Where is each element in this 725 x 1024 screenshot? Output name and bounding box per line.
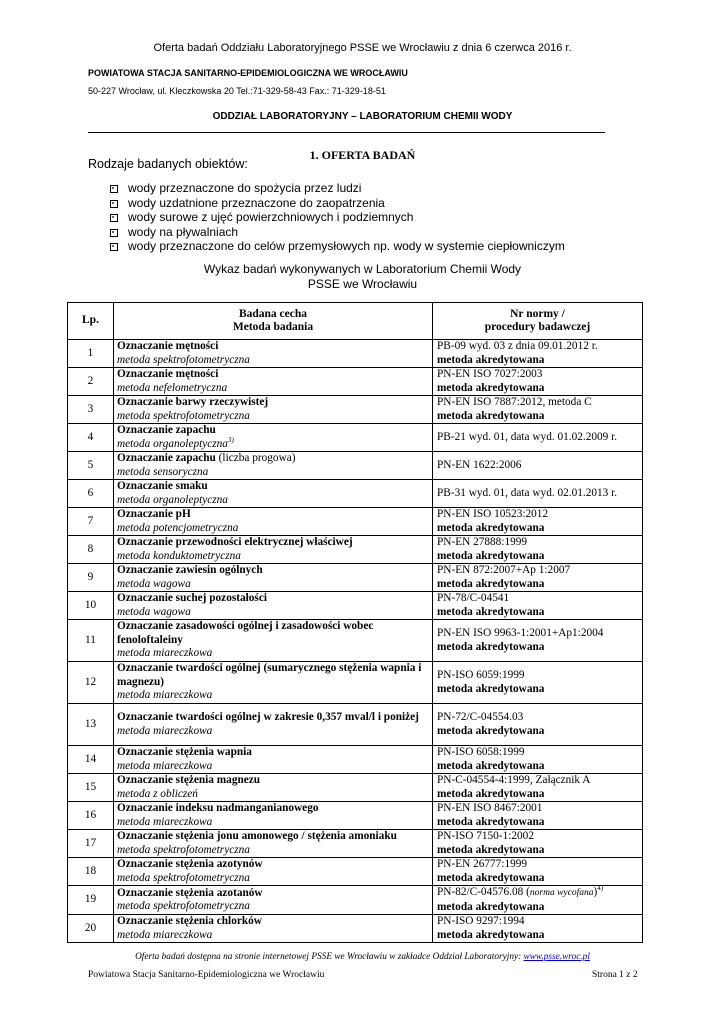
row-number: 9 [68, 564, 114, 592]
norm-text: PN-EN ISO 9963-1:2001+Ap1:2004 [437, 627, 604, 639]
footnote-ref: 4) [597, 884, 604, 893]
row-number: 13 [68, 704, 114, 746]
accreditation-status: metoda akredytowana [437, 381, 545, 394]
norm-cell [433, 802, 643, 830]
norm-cell [433, 858, 643, 886]
table-row [68, 396, 643, 424]
method-text: metoda organoleptyczna [117, 493, 228, 506]
accreditation-status: metoda akredytowana [437, 409, 545, 422]
norm-text: PN-C-04554-4:1999, Załącznik A [437, 774, 591, 786]
test-method [117, 816, 430, 830]
method-text: metoda wagowa [117, 605, 191, 618]
test-feature-cell [114, 774, 433, 802]
table-header-row [68, 303, 643, 340]
list-item [110, 210, 565, 225]
test-method [117, 494, 430, 508]
norm-number [437, 459, 638, 473]
norm-cell [433, 564, 643, 592]
test-feature-cell [114, 340, 433, 368]
method-text: metoda wagowa [117, 577, 191, 590]
checkbox-bullet-icon [110, 243, 118, 251]
table-row [68, 620, 643, 662]
row-number: 4 [68, 424, 114, 452]
method-text: metoda miareczkowa [117, 647, 213, 660]
department-name: ODDZIAŁ LABORATORYJNY – LABORATORIUM CHEMII WODY [212, 111, 513, 122]
test-name: Oznaczanie suchej pozostałości [117, 592, 267, 604]
tests-table-body [68, 340, 643, 943]
method-text: metoda miareczkowa [117, 928, 213, 941]
table-row [68, 592, 643, 620]
test-feature-cell [114, 536, 433, 564]
method-text: metoda miareczkowa [117, 689, 213, 702]
table-row [68, 662, 643, 704]
list-item-text: wody na pływalniach [128, 224, 239, 239]
row-number: 18 [68, 858, 114, 886]
accreditation-status: metoda akredytowana [437, 549, 545, 562]
norm-number [437, 774, 638, 788]
test-name: Oznaczanie barwy rzeczywistej [117, 396, 269, 408]
norm-cell [433, 480, 643, 508]
test-method [117, 647, 430, 661]
norm-text: PN-82/C-04576.08 ( [437, 886, 530, 898]
test-name: Oznaczanie przewodności elektrycznej właściwej [117, 536, 353, 548]
column-header-norm [433, 303, 643, 340]
row-number: 3 [68, 396, 114, 424]
test-method [117, 689, 430, 703]
norm-cell [433, 662, 643, 704]
object-types-heading: Rodzaje badanych obiektów: [88, 157, 248, 171]
table-row [68, 340, 643, 368]
norm-number [437, 627, 638, 641]
list-item [110, 181, 565, 196]
row-number: 11 [68, 620, 114, 662]
test-name: Oznaczanie twardości ogólnej (sumarycznego stężenia wapnia i magnezu) [117, 662, 422, 688]
method-text: metoda potencjometryczna [117, 521, 239, 534]
website-link[interactable]: www.psse.wroc.pl [523, 952, 590, 962]
table-row [68, 704, 643, 746]
test-method [117, 606, 430, 620]
norm-number [437, 746, 638, 760]
test-name: Oznaczanie mętności [117, 368, 219, 380]
norm-text: PN-72/C-04554.03 [437, 711, 524, 723]
test-name: Oznaczanie mętności [117, 340, 219, 352]
norm-number [437, 536, 638, 550]
table-row [68, 915, 643, 943]
test-feature-cell [114, 424, 433, 452]
norm-text: PB-21 wyd. 01, data wyd. 01.02.2009 r. [437, 430, 618, 443]
test-feature-cell [114, 802, 433, 830]
test-method [117, 872, 430, 886]
row-number: 6 [68, 480, 114, 508]
accreditation-status: metoda akredytowana [437, 724, 545, 737]
test-feature-cell [114, 620, 433, 662]
header-text: Badana cecha [238, 307, 308, 320]
norm-cell [433, 396, 643, 424]
norm-text: PN-EN 872:2007+Ap 1:2007 [437, 564, 571, 576]
test-feature-cell [114, 915, 433, 943]
norm-text: PN-EN 26777:1999 [437, 858, 528, 870]
row-number: 8 [68, 536, 114, 564]
norm-number [437, 915, 638, 929]
row-number: 7 [68, 508, 114, 536]
norm-cell [433, 704, 643, 746]
test-name: Oznaczanie indeksu nadmanganianowego [117, 802, 319, 814]
tests-list-heading: Wykaz badań wykonywanych w Laboratorium Chemii Wody [203, 262, 522, 276]
method-text: metoda nefelometryczna [117, 381, 228, 394]
method-text: metoda spektrofotometryczna [117, 409, 250, 422]
table-row [68, 564, 643, 592]
offer-note-text: Oferta badań dostępna na stronie internetowej PSSE we Wrocławiu w zakładce Oddział Laboratoryjny: [135, 952, 524, 962]
norm-number [437, 564, 638, 578]
norm-text: PN-EN ISO 7887:2012, metoda C [437, 396, 592, 408]
checkbox-bullet-icon [110, 214, 118, 222]
method-text: metoda spektrofotometryczna [117, 843, 250, 856]
tests-list-subheading: PSSE we Wrocławiu [307, 277, 418, 291]
test-method [117, 435, 430, 452]
test-method [117, 760, 430, 774]
norm-number [437, 669, 638, 683]
test-feature-cell [114, 858, 433, 886]
test-name-extra: (liczba progowa) [215, 452, 296, 464]
norm-cell [433, 620, 643, 662]
list-item-text: wody uzdatnione przeznaczone do zaopatrzenia [128, 195, 385, 210]
norm-number [437, 886, 638, 901]
norm-text: PN-ISO 9297:1994 [437, 915, 525, 927]
norm-text: PN-EN ISO 10523:2012 [437, 508, 549, 520]
header-text: Metoda badania [232, 321, 314, 333]
accreditation-status: metoda akredytowana [437, 577, 545, 590]
table-row [68, 508, 643, 536]
method-text: metoda miareczkowa [117, 815, 213, 828]
norm-cell [433, 452, 643, 480]
table-row [68, 858, 643, 886]
row-number: 5 [68, 452, 114, 480]
table-row [68, 536, 643, 564]
offer-availability-note [0, 952, 725, 962]
accreditation-status: metoda akredytowana [437, 815, 545, 828]
test-method [117, 725, 430, 739]
test-feature-cell [114, 396, 433, 424]
test-feature-cell [114, 368, 433, 396]
test-feature-cell [114, 704, 433, 746]
test-feature-cell [114, 886, 433, 915]
test-name: Oznaczanie smaku [117, 480, 208, 492]
test-method [117, 410, 430, 424]
test-feature-cell [114, 508, 433, 536]
test-method [117, 550, 430, 564]
norm-text: PN-78/C-04541 [437, 592, 510, 604]
test-method [117, 900, 430, 914]
norm-text: PN-EN ISO 7027:2003 [437, 368, 543, 380]
footer-organization: Powiatowa Stacja Sanitarno-Epidemiologiczna we Wrocławiu [88, 970, 325, 980]
norm-cell [433, 746, 643, 774]
norm-text: PB-09 wyd. 03 z dnia 09.01.2012 r. [437, 340, 598, 352]
norm-text: PN-ISO 7150-1:2002 [437, 830, 534, 842]
norm-cell [433, 774, 643, 802]
test-feature-cell [114, 592, 433, 620]
test-feature-cell [114, 662, 433, 704]
norm-cell [433, 340, 643, 368]
header-text: Nr normy / [510, 307, 565, 320]
list-item [110, 225, 565, 240]
norm-text: ) [593, 886, 598, 898]
norm-text: PB-31 wyd. 01, data wyd. 02.01.2013 r. [437, 486, 618, 499]
tests-table [67, 302, 643, 943]
checkbox-bullet-icon [110, 200, 118, 208]
checkbox-bullet-icon [110, 229, 118, 237]
header-text: procedury badawczej [484, 321, 591, 333]
organization-address: 50-227 Wrocław, ul. Kleczkowska 20 Tel.:71-329-58-43 Fax.: 71-329-18-51 [88, 86, 386, 96]
list-item-text: wody przeznaczone do spożycia przez ludzi [128, 181, 362, 195]
test-method [117, 354, 430, 368]
norm-cell [433, 536, 643, 564]
accreditation-status: metoda akredytowana [437, 900, 545, 913]
table-row [68, 746, 643, 774]
row-number: 10 [68, 592, 114, 620]
test-method [117, 466, 430, 480]
test-feature-cell [114, 452, 433, 480]
norm-cell [433, 508, 643, 536]
row-number: 16 [68, 802, 114, 830]
test-name: Oznaczanie stężenia magnezu [117, 774, 261, 786]
norm-text: PN-ISO 6058:1999 [437, 746, 525, 758]
column-header-lp: Lp. [68, 303, 114, 340]
table-row [68, 802, 643, 830]
norm-number [437, 858, 638, 872]
norm-text: PN-EN ISO 8467:2001 [437, 802, 543, 814]
norm-cell [433, 424, 643, 452]
test-method [117, 844, 430, 858]
norm-number [437, 396, 638, 410]
object-types-list [110, 181, 565, 254]
test-name: Oznaczanie zawiesin ogólnych [117, 564, 263, 576]
test-feature-cell [114, 830, 433, 858]
test-method [117, 522, 430, 536]
test-feature-cell [114, 564, 433, 592]
test-name: Oznaczanie zasadowości ogólnej i zasadowości wobec fenoloftaleiny [117, 620, 374, 646]
test-name: Oznaczanie stężenia jonu amonowego / stężenia amoniaku [117, 830, 397, 842]
header-divider [88, 132, 605, 133]
norm-withdrawn-note: norma wycofana [529, 888, 594, 898]
norm-number [437, 802, 638, 816]
method-text: metoda spektrofotometryczna [117, 871, 250, 884]
test-name: Oznaczanie zapachu [117, 452, 216, 464]
method-text: metoda organoleptyczna [117, 437, 228, 450]
test-name: Oznaczanie stężenia azotanów [117, 886, 263, 899]
row-number: 2 [68, 368, 114, 396]
organization-name: POWIATOWA STACJA SANITARNO-EPIDEMIOLOGICZNA WE WROCŁAWIU [88, 68, 408, 78]
test-name: Oznaczanie pH [117, 508, 191, 520]
method-text: metoda z obliczeń [117, 787, 198, 800]
accreditation-status: metoda akredytowana [437, 640, 545, 653]
list-item [110, 196, 565, 211]
list-item-text: wody surowe z ujęć powierzchniowych i podziemnych [128, 210, 414, 225]
accreditation-status: metoda akredytowana [437, 682, 545, 695]
method-text: metoda sensoryczna [117, 465, 209, 478]
norm-number [437, 487, 638, 501]
norm-number [437, 830, 638, 844]
accreditation-status: metoda akredytowana [437, 843, 545, 856]
row-number: 20 [68, 915, 114, 943]
test-name: Oznaczanie twardości ogólnej w zakresie 0,357 mval/l i poniżej [117, 711, 419, 723]
norm-text: PN-EN 27888:1999 [437, 536, 528, 548]
footnote-ref: 3) [227, 435, 234, 444]
norm-cell [433, 592, 643, 620]
table-row [68, 424, 643, 452]
method-text: metoda spektrofotometryczna [117, 353, 250, 366]
table-row [68, 886, 643, 915]
row-number: 19 [68, 886, 114, 915]
row-number: 12 [68, 662, 114, 704]
method-text: metoda miareczkowa [117, 759, 213, 772]
norm-cell [433, 368, 643, 396]
list-item-text: wody przeznaczone do celów przemysłowych np. wody w systemie ciepłowniczym [128, 239, 565, 254]
norm-cell [433, 830, 643, 858]
method-text: metoda konduktometryczna [117, 549, 241, 562]
section-title: 1. OFERTA BADAŃ [309, 148, 416, 162]
norm-number [437, 592, 638, 606]
accreditation-status: metoda akredytowana [437, 353, 545, 366]
row-number: 17 [68, 830, 114, 858]
table-row [68, 368, 643, 396]
method-text: metoda miareczkowa [117, 724, 213, 737]
checkbox-bullet-icon [110, 185, 118, 193]
document-header-line: Oferta badań Oddziału Laboratoryjnego PSSE we Wrocławiu z dnia 6 czerwca 2016 r. [153, 42, 572, 54]
accreditation-status: metoda akredytowana [437, 521, 545, 534]
test-method [117, 578, 430, 592]
accreditation-status: metoda akredytowana [437, 928, 545, 941]
norm-number [437, 431, 638, 445]
table-row [68, 774, 643, 802]
accreditation-status: metoda akredytowana [437, 787, 545, 800]
row-number: 15 [68, 774, 114, 802]
test-name: Oznaczanie stężenia wapnia [117, 746, 252, 758]
test-feature-cell [114, 746, 433, 774]
accreditation-status: metoda akredytowana [437, 605, 545, 618]
test-name: Oznaczanie stężenia chlorków [117, 915, 262, 927]
list-item [110, 239, 565, 254]
norm-number [437, 711, 638, 725]
row-number: 1 [68, 340, 114, 368]
test-name: Oznaczanie zapachu [117, 424, 216, 436]
row-number: 14 [68, 746, 114, 774]
test-method [117, 929, 430, 943]
norm-cell [433, 915, 643, 943]
accreditation-status: metoda akredytowana [437, 759, 545, 772]
table-row [68, 480, 643, 508]
norm-number [437, 368, 638, 382]
column-header-feature [114, 303, 433, 340]
accreditation-status: metoda akredytowana [437, 871, 545, 884]
test-feature-cell [114, 480, 433, 508]
test-method [117, 382, 430, 396]
test-method [117, 788, 430, 802]
table-row [68, 452, 643, 480]
method-text: metoda spektrofotometryczna [117, 900, 250, 912]
test-name: Oznaczanie stężenia azotynów [117, 858, 263, 870]
table-row [68, 830, 643, 858]
page-number: Strona 1 z 2 [592, 970, 638, 980]
norm-number [437, 340, 638, 354]
norm-text: PN-ISO 6059:1999 [437, 669, 525, 681]
norm-text: PN-EN 1622:2006 [437, 458, 522, 471]
norm-cell [433, 886, 643, 915]
norm-number [437, 508, 638, 522]
